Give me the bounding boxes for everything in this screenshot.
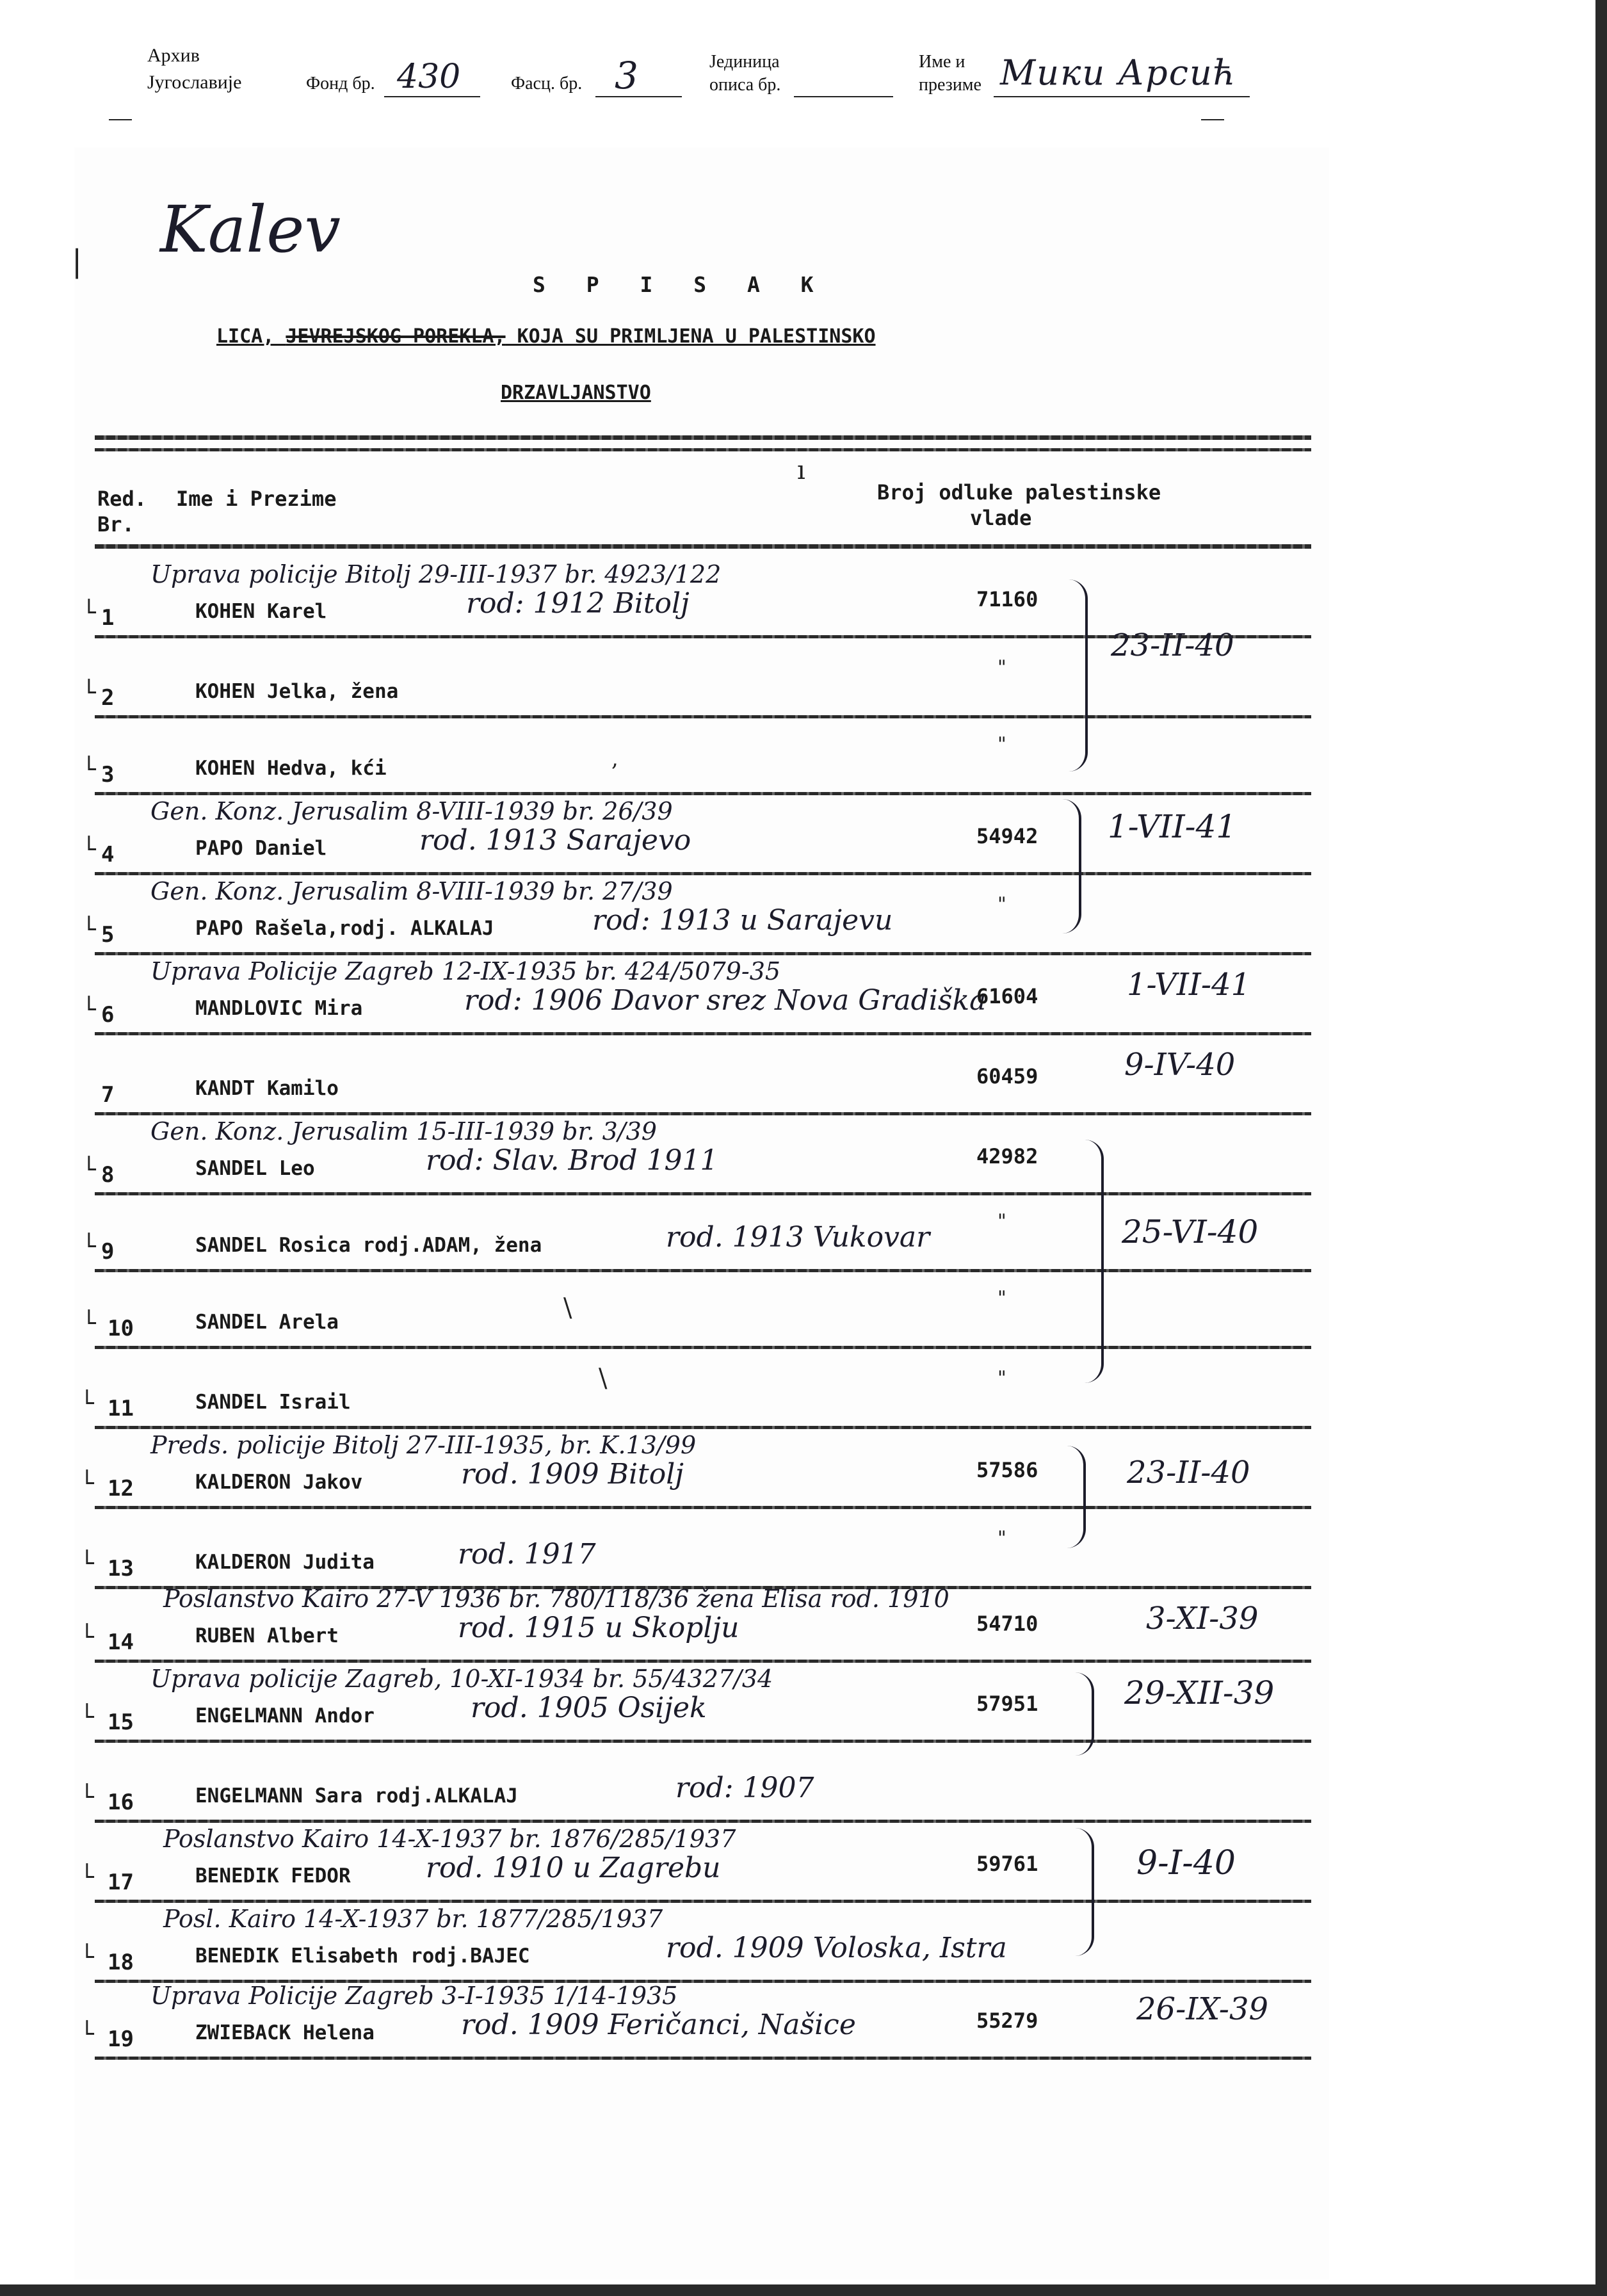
group-brace-1 bbox=[1060, 579, 1088, 772]
row-check-mark: └ bbox=[82, 680, 96, 706]
row-number: 10 bbox=[108, 1316, 134, 1341]
row-note-inline: rod. 1915 u Skoplju bbox=[458, 1612, 739, 1644]
top-annotation: Kalev bbox=[160, 192, 341, 267]
row-name: KANDT Kamilo bbox=[195, 1077, 339, 1100]
row-note-above: Gen. Konz. Jerusalim 15-III-1939 br. 3/39 bbox=[150, 1117, 657, 1145]
row-name: PAPO Daniel bbox=[195, 837, 327, 860]
row-number: 4 bbox=[101, 842, 115, 868]
row-note-above: Uprava policije Bitolj 29-III-1937 br. 4923/122 bbox=[150, 560, 722, 588]
fond-label: Фонд бр. bbox=[306, 74, 375, 93]
document-subtitle-line2: DRZAVLJANSTVO bbox=[501, 382, 651, 404]
row-number: 17 bbox=[108, 1870, 134, 1895]
row-check-mark: └ bbox=[80, 1784, 94, 1811]
row-rule bbox=[95, 1032, 1311, 1035]
row-name: SANDEL Rosica rodj.ADAM, žena bbox=[195, 1234, 542, 1257]
row-decision-ditto: " bbox=[997, 733, 1006, 756]
row-note-inline: rod. 1913 Vukovar bbox=[666, 1221, 930, 1254]
row-note-inline: rod: 1913 u Sarajevu bbox=[592, 904, 893, 937]
row-decision-number: 42982 bbox=[976, 1144, 1038, 1168]
subtitle-part-b: KOJA SU PRIMLJENA U PALESTINSKO bbox=[505, 325, 876, 348]
row-check-mark: └ bbox=[82, 837, 96, 863]
document-subtitle bbox=[216, 325, 876, 348]
row-decision-number: 54710 bbox=[976, 1612, 1038, 1636]
row-number: 1 bbox=[101, 605, 115, 631]
row-note-inline: rod. 1913 Sarajevo bbox=[419, 824, 691, 857]
fasc-value: 3 bbox=[615, 54, 638, 97]
row-check-mark: └ bbox=[80, 1624, 94, 1651]
person-label-line1: Име и bbox=[919, 52, 965, 72]
row-check-mark: └ bbox=[82, 1234, 96, 1260]
row-check-mark: └ bbox=[80, 1704, 94, 1731]
row-rule bbox=[95, 952, 1311, 955]
row-decision-ditto: " bbox=[997, 656, 1006, 679]
fasc-field-line bbox=[595, 96, 682, 97]
pen-mark-2: \ bbox=[563, 1293, 572, 1323]
row-note-above: Gen. Konz. Jerusalim 8-VIII-1939 br. 27/39 bbox=[150, 877, 673, 905]
row-rule bbox=[95, 715, 1311, 718]
row-number: 11 bbox=[108, 1396, 134, 1421]
row-check-mark: └ bbox=[80, 1471, 94, 1497]
row-check-mark: └ bbox=[80, 1944, 94, 1971]
fond-field-line bbox=[384, 96, 480, 97]
row-decision-number: 57586 bbox=[976, 1458, 1038, 1482]
row-note-inline: rod: 1907 bbox=[675, 1772, 814, 1804]
row-number: 18 bbox=[108, 1950, 134, 1975]
row-name: BENEDIK Elisabeth rodj.BAJEC bbox=[195, 1944, 530, 1968]
row-name: SANDEL Leo bbox=[195, 1157, 315, 1180]
row-rule bbox=[95, 1506, 1311, 1509]
row-decision-ditto: " bbox=[997, 1210, 1006, 1233]
header-rule-top2 bbox=[95, 448, 1311, 451]
header-decision: Broj odluke palestinske bbox=[877, 480, 1161, 505]
date-row-7: 9-IV-40 bbox=[1124, 1047, 1236, 1083]
unit-label-line1: Јединица bbox=[709, 52, 780, 72]
row-note-above: Uprava Policije Zagreb 12-IX-1935 br. 424/5079-35 bbox=[150, 957, 781, 985]
row-rule bbox=[95, 1346, 1311, 1349]
row-name: ENGELMANN Andor bbox=[195, 1704, 375, 1727]
row-number: 2 bbox=[101, 685, 115, 711]
subtitle-part-a: LICA, bbox=[216, 325, 286, 348]
header-rule-top bbox=[95, 435, 1311, 440]
date-group-1: 23-II-40 bbox=[1111, 627, 1234, 663]
row-name: KALDERON Judita bbox=[195, 1551, 375, 1574]
row-name: ENGELMANN Sara rodj.ALKALAJ bbox=[195, 1784, 518, 1807]
row-note-inline: rod. 1909 Feričanci, Našice bbox=[461, 2009, 856, 2041]
date-group-2: 1-VII-41 bbox=[1108, 808, 1237, 845]
date-row-6: 1-VII-41 bbox=[1127, 967, 1251, 1003]
row-note-inline: rod: Slav. Brod 1911 bbox=[426, 1144, 718, 1177]
row-number: 19 bbox=[108, 2026, 134, 2052]
row-note-inline: rod. 1909 Bitolj bbox=[461, 1458, 684, 1491]
person-signature: Мики Арсић bbox=[1000, 53, 1237, 93]
row-decision-number: 55279 bbox=[976, 2009, 1038, 2033]
row-name: BENEDIK FEDOR bbox=[195, 1864, 351, 1888]
row-note-inline: rod: 1912 Bitolj bbox=[466, 587, 690, 620]
row-number: 3 bbox=[101, 762, 115, 788]
group-brace-3 bbox=[1066, 1140, 1104, 1383]
date-row-14: 3-XI-39 bbox=[1146, 1601, 1259, 1637]
row-decision-number: 57951 bbox=[976, 1692, 1038, 1716]
person-field-line bbox=[994, 96, 1250, 97]
group-brace-2 bbox=[1060, 799, 1081, 934]
row-name: PAPO Rašela,rodj. ALKALAJ bbox=[195, 917, 494, 940]
row-check-mark: └ bbox=[80, 2021, 94, 2048]
row-note-above: Poslanstvo Kairo 27-V 1936 br. 780/118/36 žena Elisa rod. 1910 bbox=[163, 1585, 949, 1613]
fond-value: 430 bbox=[397, 58, 461, 96]
row-check-mark: └ bbox=[82, 997, 96, 1023]
row-note-inline: rod: 1906 Davor srez Nova Gradiška bbox=[464, 984, 987, 1017]
row-number: 12 bbox=[108, 1476, 134, 1501]
row-decision-number: 71160 bbox=[976, 587, 1038, 611]
row-note-above: Uprava Policije Zagreb 3-I-1935 1/14-1935 bbox=[150, 1982, 678, 2010]
unit-label-line2: описа бр. bbox=[709, 75, 781, 95]
row-name: ZWIEBACK Helena bbox=[195, 2021, 375, 2044]
archive-name-line1: Архив bbox=[147, 45, 200, 66]
row-name: KOHEN Karel bbox=[195, 600, 327, 623]
row-rule bbox=[95, 1269, 1311, 1272]
row-name: RUBEN Albert bbox=[195, 1624, 339, 1647]
date-group-3: 25-VI-40 bbox=[1122, 1213, 1259, 1250]
row-decision-number: 54942 bbox=[976, 824, 1038, 848]
date-group-4: 29-XII-39 bbox=[1124, 1674, 1275, 1711]
row-check-mark: └ bbox=[82, 1311, 96, 1337]
fasc-label: Фасц. бр. bbox=[511, 74, 583, 93]
row-decision-ditto: " bbox=[997, 1367, 1006, 1389]
row-rule bbox=[95, 1112, 1311, 1115]
group-brace-4 bbox=[1064, 1446, 1086, 1548]
row-number: 13 bbox=[108, 1556, 134, 1581]
row-decision-number: 61604 bbox=[976, 984, 1038, 1008]
row-name: KALDERON Jakov bbox=[195, 1471, 363, 1494]
row-rule bbox=[95, 2057, 1311, 2060]
row-number: 15 bbox=[108, 1710, 134, 1735]
header-decision-2: vlade bbox=[970, 506, 1032, 530]
row-number: 6 bbox=[101, 1002, 115, 1028]
row-note-above: Uprava policije Zagreb, 10-XI-1934 br. 55/4327/34 bbox=[150, 1665, 773, 1693]
margin-mark: | bbox=[72, 243, 83, 279]
row-note-inline: rod. 1909 Voloska, Istra bbox=[666, 1932, 1007, 1964]
subtitle-struck: JEVREJSKOG POREKLA, bbox=[286, 325, 506, 348]
row-check-mark: └ bbox=[82, 757, 96, 783]
row-check-mark: └ bbox=[80, 1551, 94, 1577]
row-number: 5 bbox=[101, 922, 115, 948]
archive-name-line2: Југославије bbox=[147, 72, 242, 93]
row-decision-ditto: " bbox=[997, 893, 1006, 916]
row-note-above: Posl. Kairo 14-X-1937 br. 1877/285/1937 bbox=[163, 1905, 663, 1933]
date-group-5: 9-I-40 bbox=[1136, 1844, 1236, 1882]
row-decision-ditto: " bbox=[997, 1527, 1006, 1549]
row-rule bbox=[95, 1820, 1311, 1823]
row-rule bbox=[95, 792, 1311, 795]
row-rule bbox=[95, 1426, 1311, 1429]
row-check-mark: └ bbox=[80, 1864, 94, 1891]
header-red: Red. bbox=[97, 487, 147, 511]
row-rule bbox=[95, 1900, 1311, 1903]
person-label-line2: презиме bbox=[919, 75, 981, 95]
row-decision-ditto: " bbox=[997, 1287, 1006, 1309]
row-check-mark: └ bbox=[82, 600, 96, 626]
header-name: Ime i Prezime bbox=[176, 487, 337, 511]
date-row-19: 26-IX-39 bbox=[1136, 1991, 1269, 2027]
row-number: 14 bbox=[108, 1629, 134, 1655]
scan-edge-right bbox=[1595, 0, 1607, 2296]
pen-mark-3: \ bbox=[599, 1364, 608, 1393]
row-rule bbox=[95, 1192, 1311, 1195]
row-name: SANDEL Israil bbox=[195, 1391, 351, 1414]
row-number: 7 bbox=[101, 1082, 115, 1108]
date-row-12: 23-II-40 bbox=[1127, 1455, 1250, 1491]
row-note-above: Poslanstvo Kairo 14-X-1937 br. 1876/285/1937 bbox=[163, 1825, 736, 1853]
row-number: 9 bbox=[101, 1239, 115, 1265]
row-rule bbox=[95, 1740, 1311, 1743]
row-note-above: Preds. policije Bitolj 27-III-1935, br. K.13/99 bbox=[150, 1431, 697, 1459]
unit-field-line bbox=[794, 96, 893, 97]
row-number: 16 bbox=[108, 1790, 134, 1815]
row-note-inline: rod. 1917 bbox=[458, 1538, 596, 1571]
row-note-inline: rod. 1905 Osijek bbox=[471, 1692, 707, 1724]
stamp-tick-left bbox=[109, 119, 132, 120]
row-rule bbox=[95, 872, 1311, 875]
row-rule bbox=[95, 1660, 1311, 1663]
stamp-tick-right bbox=[1201, 119, 1224, 120]
stray-mark: ı bbox=[797, 456, 805, 485]
document-title: S P I S A K bbox=[533, 272, 828, 297]
row-decision-number: 60459 bbox=[976, 1064, 1038, 1088]
row-name: KOHEN Jelka, žena bbox=[195, 680, 399, 703]
row-note-inline: rod. 1910 u Zagrebu bbox=[426, 1852, 721, 1884]
scan-edge-bottom bbox=[0, 2284, 1607, 2296]
group-brace-6 bbox=[1072, 1828, 1094, 1956]
row-check-mark: └ bbox=[80, 1391, 94, 1417]
pen-mark-1: , bbox=[611, 746, 618, 772]
group-brace-5 bbox=[1072, 1672, 1094, 1756]
header-rule-bottom bbox=[95, 544, 1311, 549]
row-decision-number: 59761 bbox=[976, 1852, 1038, 1876]
row-note-above: Gen. Konz. Jerusalim 8-VIII-1939 br. 26/39 bbox=[150, 797, 673, 825]
row-check-mark: └ bbox=[82, 1157, 96, 1183]
row-name: MANDLOVIC Mira bbox=[195, 997, 363, 1020]
header-br: Br. bbox=[97, 512, 134, 537]
row-name: KOHEN Hedva, kći bbox=[195, 757, 387, 780]
row-name: SANDEL Arela bbox=[195, 1311, 339, 1334]
row-number: 8 bbox=[101, 1162, 115, 1188]
row-check-mark: └ bbox=[82, 917, 96, 943]
